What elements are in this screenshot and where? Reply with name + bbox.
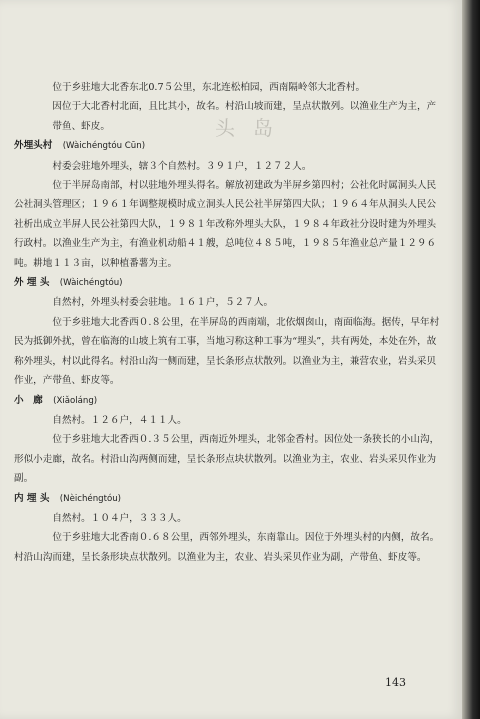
paragraph: 村委会驻地外埋头，辖３个自然村。３９１户，１２７２人。: [52, 160, 312, 172]
show-through-text: 头岛: [215, 116, 291, 140]
entry-continuation: [14, 78, 444, 140]
entry-waichengtou: [14, 273, 444, 390]
entry-heading: [14, 273, 444, 293]
paragraph: 因位于大北香村北面，且比其小，故名。村沿山坡而建，呈点状散列。以渔业生产为主，产带鱼、虾皮。: [52, 101, 437, 132]
page-number: 143: [385, 676, 406, 689]
entry-waichengtou-cun: [14, 136, 444, 273]
entry-pinyin: (Nèichéngtóu): [59, 493, 122, 504]
entry-heading: [14, 391, 444, 411]
entry-title: 外埋头村: [14, 140, 53, 152]
paragraph: 自然村。１０４户，３３３人。: [52, 512, 187, 524]
entry-heading: [14, 136, 444, 156]
book-spine-edge: [462, 0, 480, 719]
entry-pinyin: (Xiǎoláng): [53, 395, 98, 406]
paragraph: 自然村，外埋头村委会驻地。１６１户，５２７人。: [52, 297, 274, 309]
entry-xiaolang: [14, 391, 444, 489]
entry-title: 外 埋 头: [14, 277, 50, 289]
paragraph: 自然村。１２６户，４１１人。: [52, 414, 187, 426]
entries-container: [14, 78, 444, 567]
entry-heading: [14, 489, 444, 509]
entry-pinyin: (Wàichéngtóu): [59, 278, 123, 289]
entry-pinyin: (Wàichéngtóu Cūn): [62, 141, 146, 152]
paragraph: 位于乡驻地大北香东北0.7５公里，东北连松柏园，西南隔岭邻大北香村。: [52, 82, 366, 93]
entry-neichengtou: [14, 489, 444, 568]
paragraph: 位于乡驻地大北香南０.６８公里，西邻外埋头，东南靠山。因位于外埋头村的内侧，故名。村沿山沟而建，呈长条形块点状散列。以渔业为主，农业、岩头采贝作业为副，产带鱼、虾皮等。: [14, 532, 440, 563]
entry-title: 小 廊: [14, 394, 43, 406]
paragraph: 位于乡驻地大北香西０.３５公里，西南近外埋头，北邻金香村。因位处一条狭长的小山沟，形似小走廊，故名。村沿山沟两侧而建，呈长条形点块状散列。以渔业为主，农业、岩头采贝作业为副。: [14, 434, 440, 485]
entry-title: 内 埋 头: [14, 492, 50, 504]
paragraph: 位于半屏岛南部，村以驻地外埋头得名。解放初建政为半屏乡第四村；公社化时属洞头人民公社洞头管理区；１９６１年调整规模时成立洞头人民公社半屏第四大队；１９６４年从洞头人民公社析出成立半屏人民公社第四大队，１９８１年改称外埋头大队，１９８４年政社分设时建为外埋头行政村。以渔业生产为主，有渔业机动船４１艘，总吨位４８５吨，１９８５年渔业总产量１２９６吨。耕地１１３亩，以种植番薯为主。: [14, 180, 437, 269]
paragraph: 位于乡驻地大北香西０.８公里，在半屏岛的西南端，北依烟囱山，南面临海。据传，早年村民为抵御外扰，曾在临海的山坡上筑有工事，当地习称这种工事为“埋头”，共有两处，本处在外，故称外埋头，村以此得名。村沿山沟一侧而建，呈长条形点状散列。以渔业为主，兼营农业，岩头采贝作业，产带鱼、虾皮等。: [14, 316, 440, 387]
